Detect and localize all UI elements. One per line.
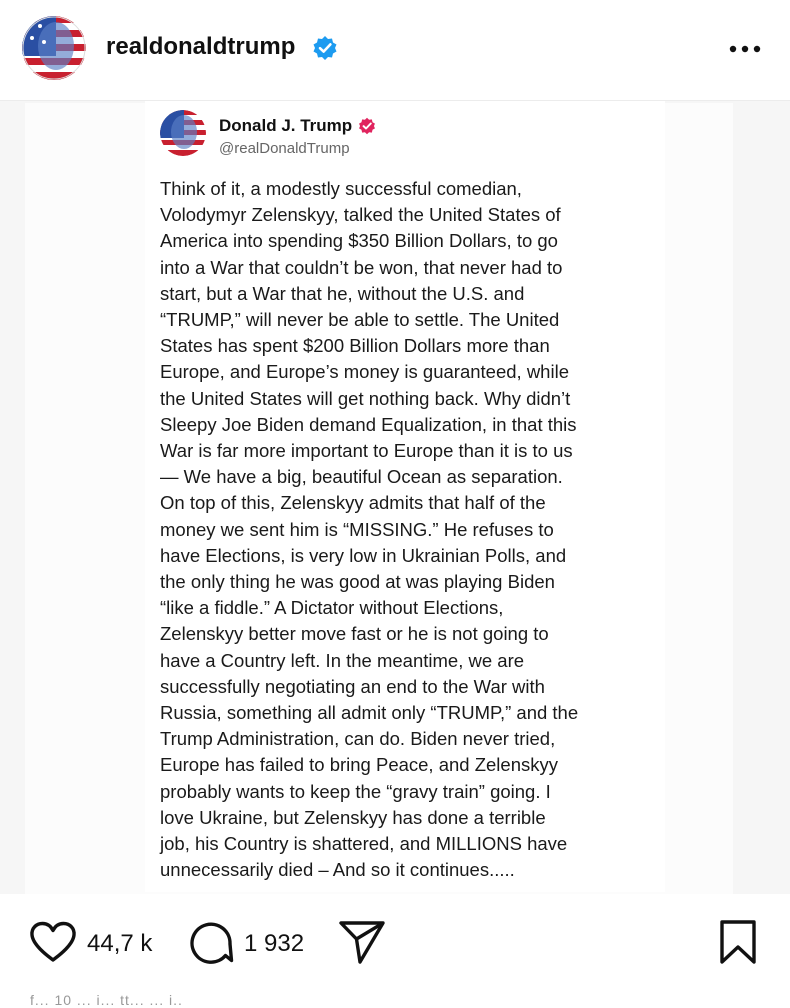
truth-author-handle: @realDonaldTrump <box>219 140 350 157</box>
comment-count[interactable]: 1 932 <box>244 930 305 957</box>
post-text-line: Volodymyr Zelenskyy, talked the United States of <box>160 204 561 226</box>
truth-post-text <box>160 176 630 883</box>
post-text-line: On top of this, Zelenskyy admits that half of the <box>160 492 546 514</box>
post-text-line: the United States will get nothing back. Why didn’t <box>160 387 571 409</box>
post-text-line: have Elections, is very low in Ukrainian Polls, and <box>160 544 567 566</box>
comment-icon[interactable] <box>186 918 236 971</box>
profile-avatar[interactable] <box>22 16 86 80</box>
like-count[interactable]: 44,7 k <box>87 930 153 957</box>
post-text-line: Russia, something all admit only “TRUMP,” and the <box>160 702 579 724</box>
post-header <box>0 0 790 101</box>
post-text-line: start, but a War that he, without the U.S. and <box>160 282 525 304</box>
post-text-line: Think of it, a modestly successful comedian, <box>160 178 522 199</box>
like-heart-icon[interactable] <box>28 920 78 969</box>
post-text-line: successfully negotiating an end to the War with <box>160 675 545 697</box>
post-text-line: “like a fiddle.” A Dictator without Elections, <box>160 597 504 619</box>
post-text-line: have a Country left. In the meantime, we are <box>160 649 525 671</box>
post-text-line: States has spent $200 Billion Dollars more than <box>160 335 550 357</box>
more-options-icon[interactable] <box>728 38 762 58</box>
truth-avatar <box>160 110 206 156</box>
post-text-line: — We have a big, beautiful Ocean as separation. <box>160 466 563 488</box>
truth-verified-icon <box>358 117 376 135</box>
post-text-line: probably wants to keep the “gravy train” going. I <box>160 780 551 802</box>
post-text-line: Zelenskyy better move fast or he is not going to <box>160 623 549 645</box>
post-text-line: America into spending $350 Billion Dollars, to go <box>160 230 558 252</box>
post-text-line: Sleepy Joe Biden demand Equalization, in that this <box>160 413 577 435</box>
verified-badge-icon <box>312 35 338 61</box>
post-text-line: love Ukraine, but Zelenskyy has done a terrible <box>160 806 546 828</box>
post-text-line: money we sent him is “MISSING.” He refuses to <box>160 518 554 540</box>
post-text-line: Europe has failed to bring Peace, and Zelenskyy <box>160 754 558 776</box>
post-text-line: Trump Administration, can do. Biden never tried, <box>160 728 556 750</box>
post-text-line: job, his Country is shattered, and MILLIONS have <box>160 833 568 855</box>
post-text-line: unnecessarily died – And so it continues..... <box>160 859 515 881</box>
post-text-line: War is far more important to Europe than it is to us <box>160 440 573 462</box>
username[interactable]: realdonaldtrump <box>106 33 296 60</box>
post-text-line: into a War that couldn’t be won, that never had to <box>160 256 563 278</box>
post-text-line: “TRUMP,” will never be able to settle. The United <box>160 309 560 331</box>
save-bookmark-icon[interactable] <box>718 918 758 971</box>
caption-preview-cutoff: f... 10 ... i... tt... ... i.. <box>30 992 183 1008</box>
post-text-line: the only thing he was good at was playing Biden <box>160 571 555 593</box>
post-text-line: Europe, and Europe’s money is guaranteed, while <box>160 361 569 383</box>
share-send-icon[interactable] <box>337 918 387 971</box>
truth-author-name: Donald J. Trump <box>219 116 353 135</box>
